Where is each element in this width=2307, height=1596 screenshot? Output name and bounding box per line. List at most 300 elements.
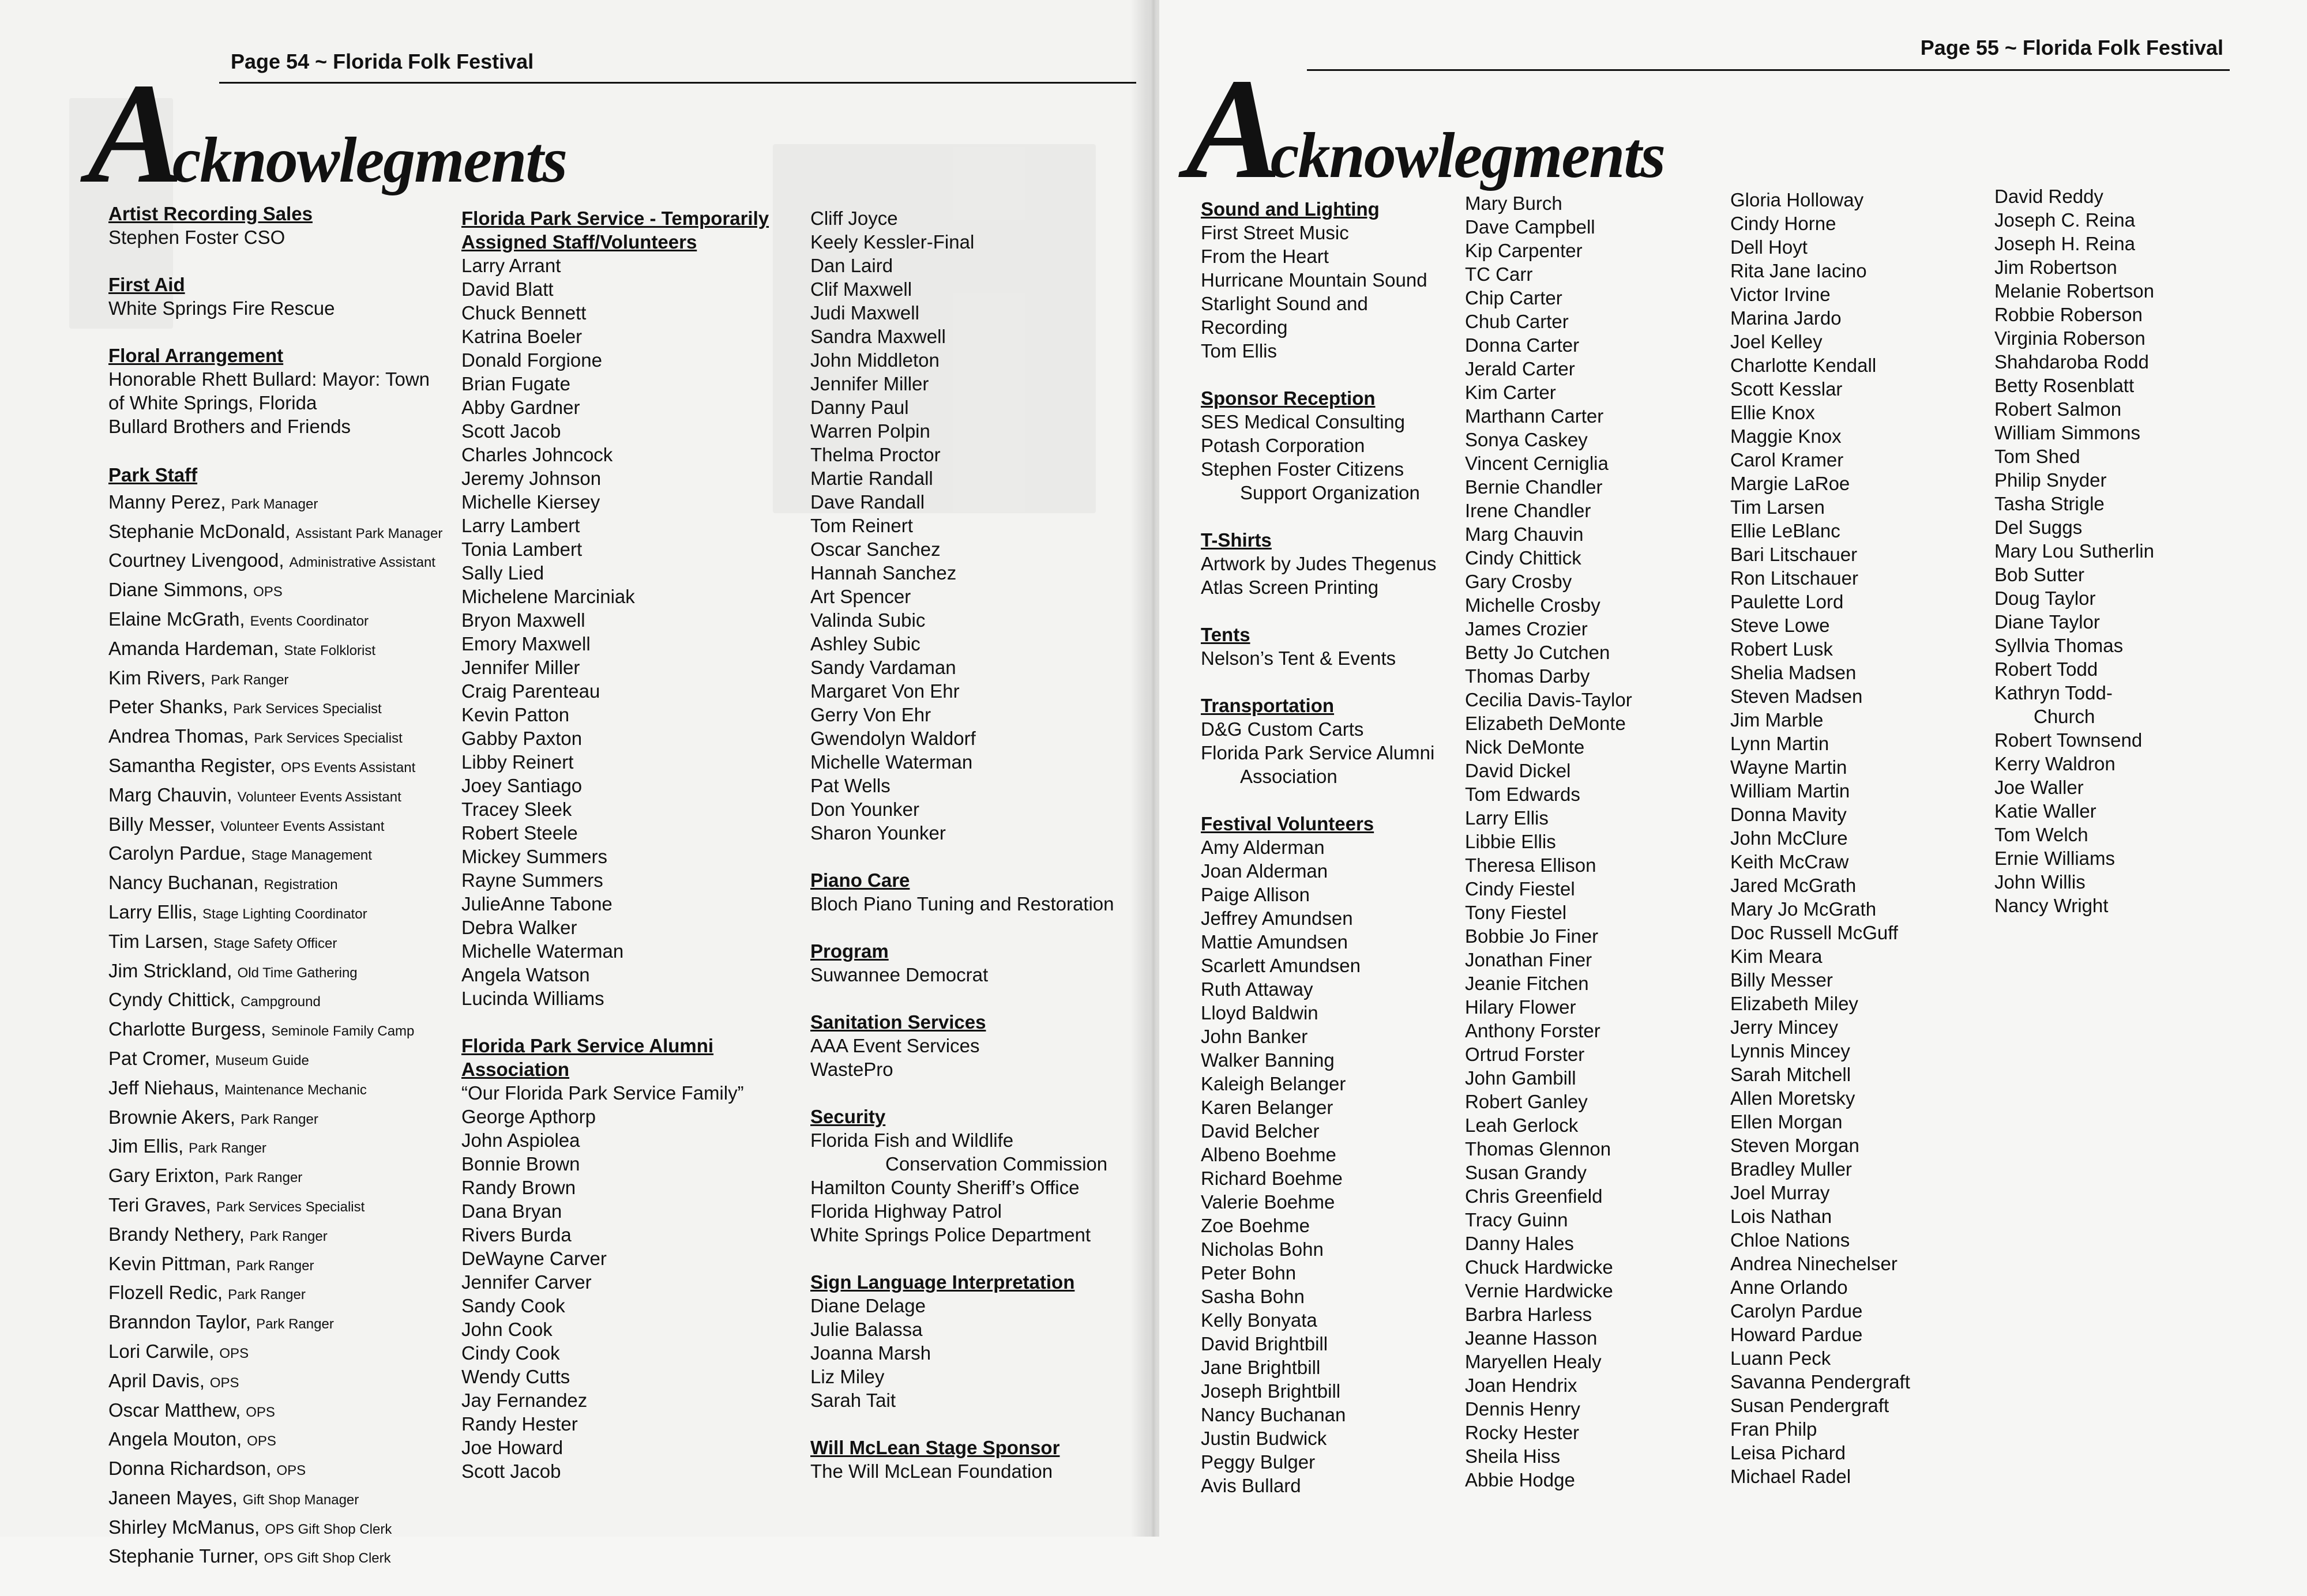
list-item: Margie LaRoe <box>1730 473 1850 494</box>
list-item: Honorable Rhett Bullard: Mayor: Town of White Springs, Florida <box>108 368 430 413</box>
staff-role: Park Services Specialist <box>254 731 403 747</box>
section-heading: Sign Language Interpretation <box>810 1271 1075 1293</box>
staff-entry <box>108 1104 443 1134</box>
list-item: Robert Salmon <box>1994 398 2122 420</box>
staff-role: OPS <box>247 1433 276 1450</box>
list-item: Michelle Waterman <box>461 940 624 962</box>
staff-entry <box>108 1251 443 1280</box>
list-item: Jeremy Johnson <box>461 468 602 489</box>
list-item: Cindy Chittick <box>1465 547 1581 569</box>
list-item: Virginia Roberson <box>1994 328 2146 349</box>
list-item: D&G Custom Carts <box>1201 718 1364 740</box>
staff-role: OPS <box>253 584 283 600</box>
staff-name: Peter Shanks, <box>108 696 228 718</box>
list-item: John Gambill <box>1465 1067 1576 1089</box>
staff-entry <box>108 869 443 899</box>
sound-list <box>1201 221 1460 363</box>
staff-entry <box>108 840 443 869</box>
staff-name: Elaine McGrath, <box>108 608 245 630</box>
list-item: Larry Lambert <box>461 515 580 536</box>
list-item: Andrea Ninechelser <box>1730 1253 1898 1274</box>
names-list <box>810 206 1122 845</box>
list-item: Nancy Buchanan <box>1201 1404 1346 1425</box>
page-title <box>1186 46 1665 212</box>
list-item: SES Medical Consulting <box>1201 411 1406 432</box>
staff-role: OPS <box>246 1404 275 1420</box>
staff-entry <box>108 1426 443 1455</box>
staff-role: OPS <box>209 1375 239 1391</box>
list-item: Donna Mavity <box>1730 804 1847 825</box>
list-item: Tom Edwards <box>1465 784 1580 805</box>
staff-entry <box>108 1133 443 1162</box>
list-item: Joel Murray <box>1730 1182 1830 1203</box>
staff-name: Manny Perez, <box>108 491 226 513</box>
list-item: David Belcher <box>1201 1120 1320 1142</box>
section-heading: Sound and Lighting <box>1201 198 1380 220</box>
list-item: Robert Todd <box>1994 658 2098 680</box>
list-item: Robert Lusk <box>1730 638 1833 660</box>
list-item: Conservation Commission <box>885 1153 1108 1175</box>
list-item: Thomas Darby <box>1465 665 1590 687</box>
list-item: Barbra Harless <box>1465 1304 1592 1325</box>
list-item: Amy Alderman <box>1201 837 1325 858</box>
list-item: Jennifer Carver <box>461 1271 592 1293</box>
list-item: Bullard Brothers and Friends <box>108 416 351 437</box>
list-item: Joan Alderman <box>1201 860 1328 882</box>
staff-name: Gary Erixton, <box>108 1165 220 1187</box>
list-item: Cindy Horne <box>1730 213 1836 234</box>
list-item: Paige Allison <box>1201 884 1310 905</box>
list-item: Mattie Amundsen <box>1201 931 1348 953</box>
list-item: Scott Kesslar <box>1730 378 1843 400</box>
list-item: Steven Madsen <box>1730 686 1863 707</box>
list-item: Robert Townsend <box>1994 729 2143 751</box>
staff-name: Oscar Matthew, <box>108 1399 241 1421</box>
staff-entry <box>108 752 443 782</box>
list-item: Church <box>2034 706 2095 727</box>
list-item: Danny Hales <box>1465 1233 1574 1254</box>
list-item: Robbie Roberson <box>1994 304 2143 325</box>
list-item: Atlas Screen Printing <box>1201 577 1379 598</box>
staff-name: Samantha Register, <box>108 754 276 776</box>
staff-entry <box>108 723 443 752</box>
staff-entry <box>108 489 443 518</box>
list-item: Suwannee Democrat <box>810 964 989 985</box>
list-item: Fran Philp <box>1730 1418 1817 1440</box>
list-item: Jeanne Hasson <box>1465 1327 1598 1349</box>
list-item: John Cook <box>461 1319 553 1340</box>
list-item: Jerald Carter <box>1465 358 1575 379</box>
section-heading: Will McLean Stage Sponsor <box>810 1437 1060 1458</box>
list-item: Gerry Von Ehr <box>810 704 931 725</box>
list-item: Ellen Morgan <box>1730 1111 1843 1132</box>
staff-role: Park Services Specialist <box>216 1199 365 1215</box>
list-item: Tim Larsen <box>1730 496 1825 518</box>
list-item: Walker Banning <box>1201 1049 1335 1071</box>
section-heading: Sponsor Reception <box>1201 387 1376 409</box>
list-item: Libby Reinert <box>461 751 574 773</box>
volunteer-list <box>1201 835 1460 1497</box>
list-item: Jennifer Miller <box>810 373 929 394</box>
staff-role: Park Ranger <box>241 1111 318 1127</box>
list-item: Ron Litschauer <box>1730 567 1858 589</box>
list-item: Maggie Knox <box>1730 426 1842 447</box>
title-rest: cknowlegments <box>1270 120 1665 191</box>
section-heading: Piano Care <box>810 869 910 891</box>
section-sponsor-reception <box>1201 386 1460 505</box>
list-item: Dan Laird <box>810 255 893 276</box>
staff-name: Kevin Pittman, <box>108 1252 231 1274</box>
list-item: Kim Carter <box>1465 382 1556 403</box>
list-item: Kerry Waldron <box>1994 753 2116 774</box>
right-page <box>1159 0 2307 1537</box>
list-item: Judi Maxwell <box>810 302 919 323</box>
section-fps-alumni <box>461 1034 784 1483</box>
staff-role: State Folklorist <box>284 642 376 658</box>
staff-entry <box>108 518 443 548</box>
list-item: Chip Carter <box>1465 287 1562 308</box>
list-item: Ellie Knox <box>1730 402 1815 423</box>
list-item: Mary Jo McGrath <box>1730 898 1877 920</box>
list-item: Shelia Madsen <box>1730 662 1857 683</box>
staff-entry <box>108 1485 443 1514</box>
staff-entry <box>108 1455 443 1485</box>
section-sanitation <box>810 1010 1122 1081</box>
list-item: Randy Hester <box>461 1413 578 1435</box>
staff-role: Campground <box>241 994 321 1010</box>
list-item: Rocky Hester <box>1465 1422 1580 1443</box>
title-initial: A <box>1186 49 1281 209</box>
list-item: Joe Howard <box>461 1437 563 1458</box>
list-item: Hannah Sanchez <box>810 562 957 584</box>
list-item: John Aspiolea <box>461 1130 580 1151</box>
staff-role: Park Ranger <box>228 1287 306 1303</box>
list-item: Melanie Robertson <box>1994 280 2154 302</box>
list-item: Michelle Waterman <box>810 751 973 773</box>
list-item: Larry Arrant <box>461 255 561 276</box>
staff-name: Brownie Akers, <box>108 1106 236 1128</box>
staff-entry <box>108 547 443 577</box>
staff-role: Events Coordinator <box>250 613 369 629</box>
list-item: Lois Nathan <box>1730 1206 1832 1227</box>
staff-role: OPS Gift Shop Clerk <box>264 1550 391 1567</box>
section-heading: Security <box>810 1106 886 1127</box>
list-item: Donald Forgione <box>461 349 602 371</box>
section-heading: Florida Park Service - Temporarily <box>461 208 769 229</box>
list-item: Dell Hoyt <box>1730 236 1808 258</box>
list-item: White Springs Police Department <box>810 1224 1091 1245</box>
staff-role: Park Ranger <box>236 1258 314 1274</box>
staff-role: Stage Lighting Coordinator <box>202 906 367 922</box>
list-item: Bobbie Jo Finer <box>1465 925 1599 947</box>
list-item: Mary Lou Sutherlin <box>1994 540 2154 562</box>
staff-name: Kim Rivers, <box>108 667 206 688</box>
list-item: Jeanie Fitchen <box>1465 973 1589 994</box>
list-item: Marthann Carter <box>1465 405 1604 427</box>
list-item: Recording <box>1201 317 1288 338</box>
list-item: David Dickel <box>1465 760 1571 781</box>
list-item: Sally Lied <box>461 562 544 584</box>
staff-entry <box>108 1162 443 1192</box>
list-item: Sharon Younker <box>810 822 946 844</box>
staff-name: Cyndy Chittick, <box>108 989 236 1011</box>
list-item: Larry Ellis <box>1465 807 1549 829</box>
staff-name: Donna Richardson, <box>108 1458 272 1480</box>
list-item: Avis Bullard <box>1201 1475 1301 1496</box>
section-heading: Program <box>810 940 889 962</box>
list-item: Jane Brightbill <box>1201 1357 1321 1378</box>
list-item: Jim Marble <box>1730 709 1824 731</box>
list-item: Jerry Mincey <box>1730 1017 1839 1038</box>
section-security <box>810 1105 1122 1247</box>
staff-name: Andrea Thomas, <box>108 725 249 747</box>
list-item: Michelle Crosby <box>1465 594 1600 616</box>
list-item: Gwendolyn Waldorf <box>810 728 976 749</box>
list-item: Doug Taylor <box>1994 588 2096 609</box>
list-item: Libbie Ellis <box>1465 831 1556 852</box>
list-item: Bari Litschauer <box>1730 544 1858 565</box>
staff-entry <box>108 1016 443 1045</box>
list-item: Leah Gerlock <box>1465 1115 1579 1136</box>
staff-entry <box>108 928 443 958</box>
staff-entry <box>108 1279 443 1309</box>
list-item: Tracey Sleek <box>461 799 572 820</box>
list-item: Debra Walker <box>461 917 577 938</box>
list-item: Cecilia Davis-Taylor <box>1465 689 1632 710</box>
list-item: Chloe Nations <box>1730 1229 1850 1251</box>
list-item: DeWayne Carver <box>461 1248 607 1269</box>
staff-role: Seminole Family Camp <box>271 1023 415 1040</box>
list-item: Thomas Glennon <box>1465 1138 1611 1160</box>
list-item: Michelene Marciniak <box>461 586 635 607</box>
list-item: Richard Boehme <box>1201 1168 1343 1189</box>
list-item: Marina Jardo <box>1730 307 1842 329</box>
list-item: Peggy Bulger <box>1201 1451 1316 1473</box>
staff-role: Park Ranger <box>211 672 289 688</box>
list-item: Emory Maxwell <box>461 633 591 654</box>
list-item: Robert Steele <box>461 822 578 844</box>
list-item: Peter Bohn <box>1201 1262 1297 1283</box>
staff-entry <box>108 635 443 665</box>
list-item: Jeffrey Amundsen <box>1201 908 1353 929</box>
list-item: Albeno Boehme <box>1201 1144 1336 1165</box>
list-item: Susan Pendergraft <box>1730 1395 1889 1416</box>
staff-name: Lori Carwile, <box>108 1340 215 1362</box>
list-item: Support Organization <box>1240 482 1420 503</box>
list-item: Hilary Flower <box>1465 996 1576 1018</box>
list-item: Brian Fugate <box>461 373 570 394</box>
staff-entry <box>108 1368 443 1397</box>
left-col-3 <box>810 206 1122 1507</box>
staff-role: Stage Safety Officer <box>213 935 337 951</box>
section-heading-cont: Assigned Staff/Volunteers <box>461 231 697 253</box>
list-item: Syllvia Thomas <box>1994 635 2124 656</box>
staff-role: Park Ranger <box>189 1140 266 1157</box>
list-item: Dave Randall <box>810 491 925 513</box>
list-item: Nelson’s Tent & Events <box>1201 648 1396 669</box>
staff-name: Charlotte Burgess, <box>108 1018 266 1040</box>
staff-name: Tim Larsen, <box>108 930 208 952</box>
list-item: Chuck Hardwicke <box>1465 1256 1613 1278</box>
list-item: Robert Ganley <box>1465 1091 1588 1112</box>
running-head: Page 54 ~ Florida Folk Festival <box>231 50 534 73</box>
list-item: Lucinda Williams <box>461 988 604 1009</box>
list-item: Hamilton County Sheriff’s Office <box>810 1177 1080 1198</box>
list-item: Karen Belanger <box>1201 1097 1333 1118</box>
staff-role: Old Time Gathering <box>237 965 358 981</box>
list-item: Nancy Wright <box>1994 895 2109 916</box>
section-heading: Sanitation Services <box>810 1011 986 1033</box>
list-item: Elizabeth DeMonte <box>1465 713 1626 734</box>
list-item: Kathryn Todd- <box>1994 682 2113 703</box>
section-tents <box>1201 623 1460 670</box>
staff-role: Museum Guide <box>215 1052 309 1068</box>
list-item: Savanna Pendergraft <box>1730 1371 1910 1392</box>
staff-role: Park Ranger <box>256 1316 334 1332</box>
list-item: Sheila Hiss <box>1465 1446 1561 1467</box>
list-item: Abby Gardner <box>461 397 580 418</box>
list-item: Tom Shed <box>1994 446 2080 467</box>
staff-role: Volunteer Events Assistant <box>220 818 385 834</box>
list-item: Kelly Bonyata <box>1201 1309 1317 1331</box>
staff-name: Diane Simmons, <box>108 579 249 601</box>
section-heading: Floral Arrangement <box>108 345 284 366</box>
list-item: Joan Hendrix <box>1465 1375 1577 1396</box>
list-item: Joseph H. Reina <box>1994 233 2135 254</box>
staff-role: Administrative Assistant <box>289 555 435 571</box>
staff-role: OPS <box>276 1463 306 1479</box>
list-item: Joanna Marsh <box>810 1342 931 1364</box>
list-item: Joseph C. Reina <box>1994 209 2135 231</box>
section-fps-alumni-cont <box>810 206 1122 845</box>
list-item: Donna Carter <box>1465 334 1580 356</box>
staff-entry <box>108 577 443 606</box>
staff-entry <box>108 1514 443 1544</box>
list-item: Elizabeth Miley <box>1730 993 1858 1014</box>
list-item: Shahdaroba Rodd <box>1994 351 2149 372</box>
list-item: Art Spencer <box>810 586 911 607</box>
staff-role: Stage Management <box>251 848 372 864</box>
staff-name: Jim Ellis, <box>108 1135 184 1157</box>
section-sound-lighting <box>1201 197 1460 363</box>
staff-name: Nancy Buchanan, <box>108 872 259 894</box>
list-item: Lloyd Baldwin <box>1201 1002 1318 1023</box>
list-item: Hurricane Mountain Sound <box>1201 269 1427 291</box>
list-item: Bradley Muller <box>1730 1158 1852 1180</box>
list-item: Charlotte Kendall <box>1730 355 1877 376</box>
list-item: Jared McGrath <box>1730 875 1857 896</box>
fps-list <box>461 254 784 1010</box>
staff-role: Park Manager <box>231 496 318 512</box>
page-title <box>88 51 566 217</box>
list-item: Joe Waller <box>1994 777 2084 798</box>
names-list <box>1730 188 1978 1488</box>
staff-role: Park Ranger <box>224 1170 303 1186</box>
list-item: Keith McCraw <box>1730 851 1849 872</box>
list-item: Oscar Sanchez <box>810 539 941 560</box>
list-item: Angela Watson <box>461 964 590 985</box>
staff-role: Volunteer Events Assistant <box>237 789 401 805</box>
staff-entry <box>108 665 443 694</box>
title-initial: A <box>88 54 183 213</box>
list-item: Bryon Maxwell <box>461 609 585 631</box>
section-floral-arrangement <box>108 344 443 438</box>
list-item: Vincent Cerniglia <box>1465 453 1609 474</box>
list-item: Julie Balassa <box>810 1319 923 1340</box>
list-item: Sandra Maxwell <box>810 326 946 347</box>
names-list <box>1994 728 2242 917</box>
list-item: Charles Johncock <box>461 444 613 465</box>
list-item: William Martin <box>1730 780 1850 801</box>
staff-entry <box>108 1221 443 1251</box>
list-item: John Middleton <box>810 349 940 371</box>
staff-role: OPS Events Assistant <box>280 759 416 776</box>
list-item: Dave Campbell <box>1465 216 1595 238</box>
staff-role: Registration <box>264 877 338 893</box>
list-item: Sandy Cook <box>461 1295 565 1316</box>
list-item: Allen Moretsky <box>1730 1087 1855 1109</box>
list-item: Sarah Mitchell <box>1730 1064 1851 1085</box>
staff-entry <box>108 899 443 928</box>
list-item: Don Younker <box>810 799 919 820</box>
list-item: Cindy Fiestel <box>1465 878 1575 899</box>
list-item: Sasha Bohn <box>1201 1286 1305 1307</box>
list-item: Dennis Henry <box>1465 1398 1580 1420</box>
list-item: WastePro <box>810 1059 893 1080</box>
list-item: Kevin Patton <box>461 704 570 725</box>
section-tshirts <box>1201 528 1460 599</box>
list-item: James Crozier <box>1465 618 1588 639</box>
list-item: AAA Event Services <box>810 1035 980 1056</box>
staff-role: OPS <box>219 1345 249 1361</box>
list-item: William Simmons <box>1994 422 2141 443</box>
list-item: White Springs Fire Rescue <box>108 298 335 319</box>
list-item: Florida Fish and Wildlife <box>810 1130 1014 1151</box>
list-item: Valinda Subic <box>810 609 926 631</box>
list-item: Valerie Boehme <box>1201 1191 1335 1213</box>
list-item: Bob Sutter <box>1994 564 2084 585</box>
staff-entry <box>108 958 443 987</box>
list-item: Rivers Burda <box>461 1224 572 1245</box>
staff-name: Stephanie Turner, <box>108 1545 259 1567</box>
list-item: Maryellen Healy <box>1465 1351 1602 1372</box>
list-item: Marg Chauvin <box>1465 524 1584 545</box>
list-item: Chuck Bennett <box>461 302 587 323</box>
section-piano-care <box>810 868 1122 916</box>
list-item: Tom Reinert <box>810 515 913 536</box>
list-item: Betty Rosenblatt <box>1994 375 2135 396</box>
list-item: Randy Brown <box>461 1177 576 1198</box>
list-item: Sonya Caskey <box>1465 429 1588 450</box>
list-item: Liz Miley <box>810 1366 885 1387</box>
list-item: John McClure <box>1730 827 1848 849</box>
list-item: Diane Taylor <box>1994 611 2100 633</box>
list-item: Lynnis Mincey <box>1730 1040 1850 1062</box>
list-item: Thelma Proctor <box>810 444 941 465</box>
list-item: Stephen Foster CSO <box>108 227 285 248</box>
list-item: Billy Messer <box>1730 969 1833 991</box>
list-item: Joseph Brightbill <box>1201 1380 1341 1402</box>
section-heading: Florida Park Service Alumni <box>461 1035 714 1056</box>
section-heading: Transportation <box>1201 695 1335 716</box>
list-item: Ernie Williams <box>1994 848 2116 869</box>
staff-name: Jim Strickland, <box>108 959 232 981</box>
list-item: Leisa Pichard <box>1730 1442 1846 1463</box>
list-item: Bonnie Brown <box>461 1153 580 1175</box>
list-item: Kaleigh Belanger <box>1201 1073 1346 1094</box>
section-artist-recording-sales <box>108 202 443 249</box>
staff-name: Pat Cromer, <box>108 1047 211 1069</box>
